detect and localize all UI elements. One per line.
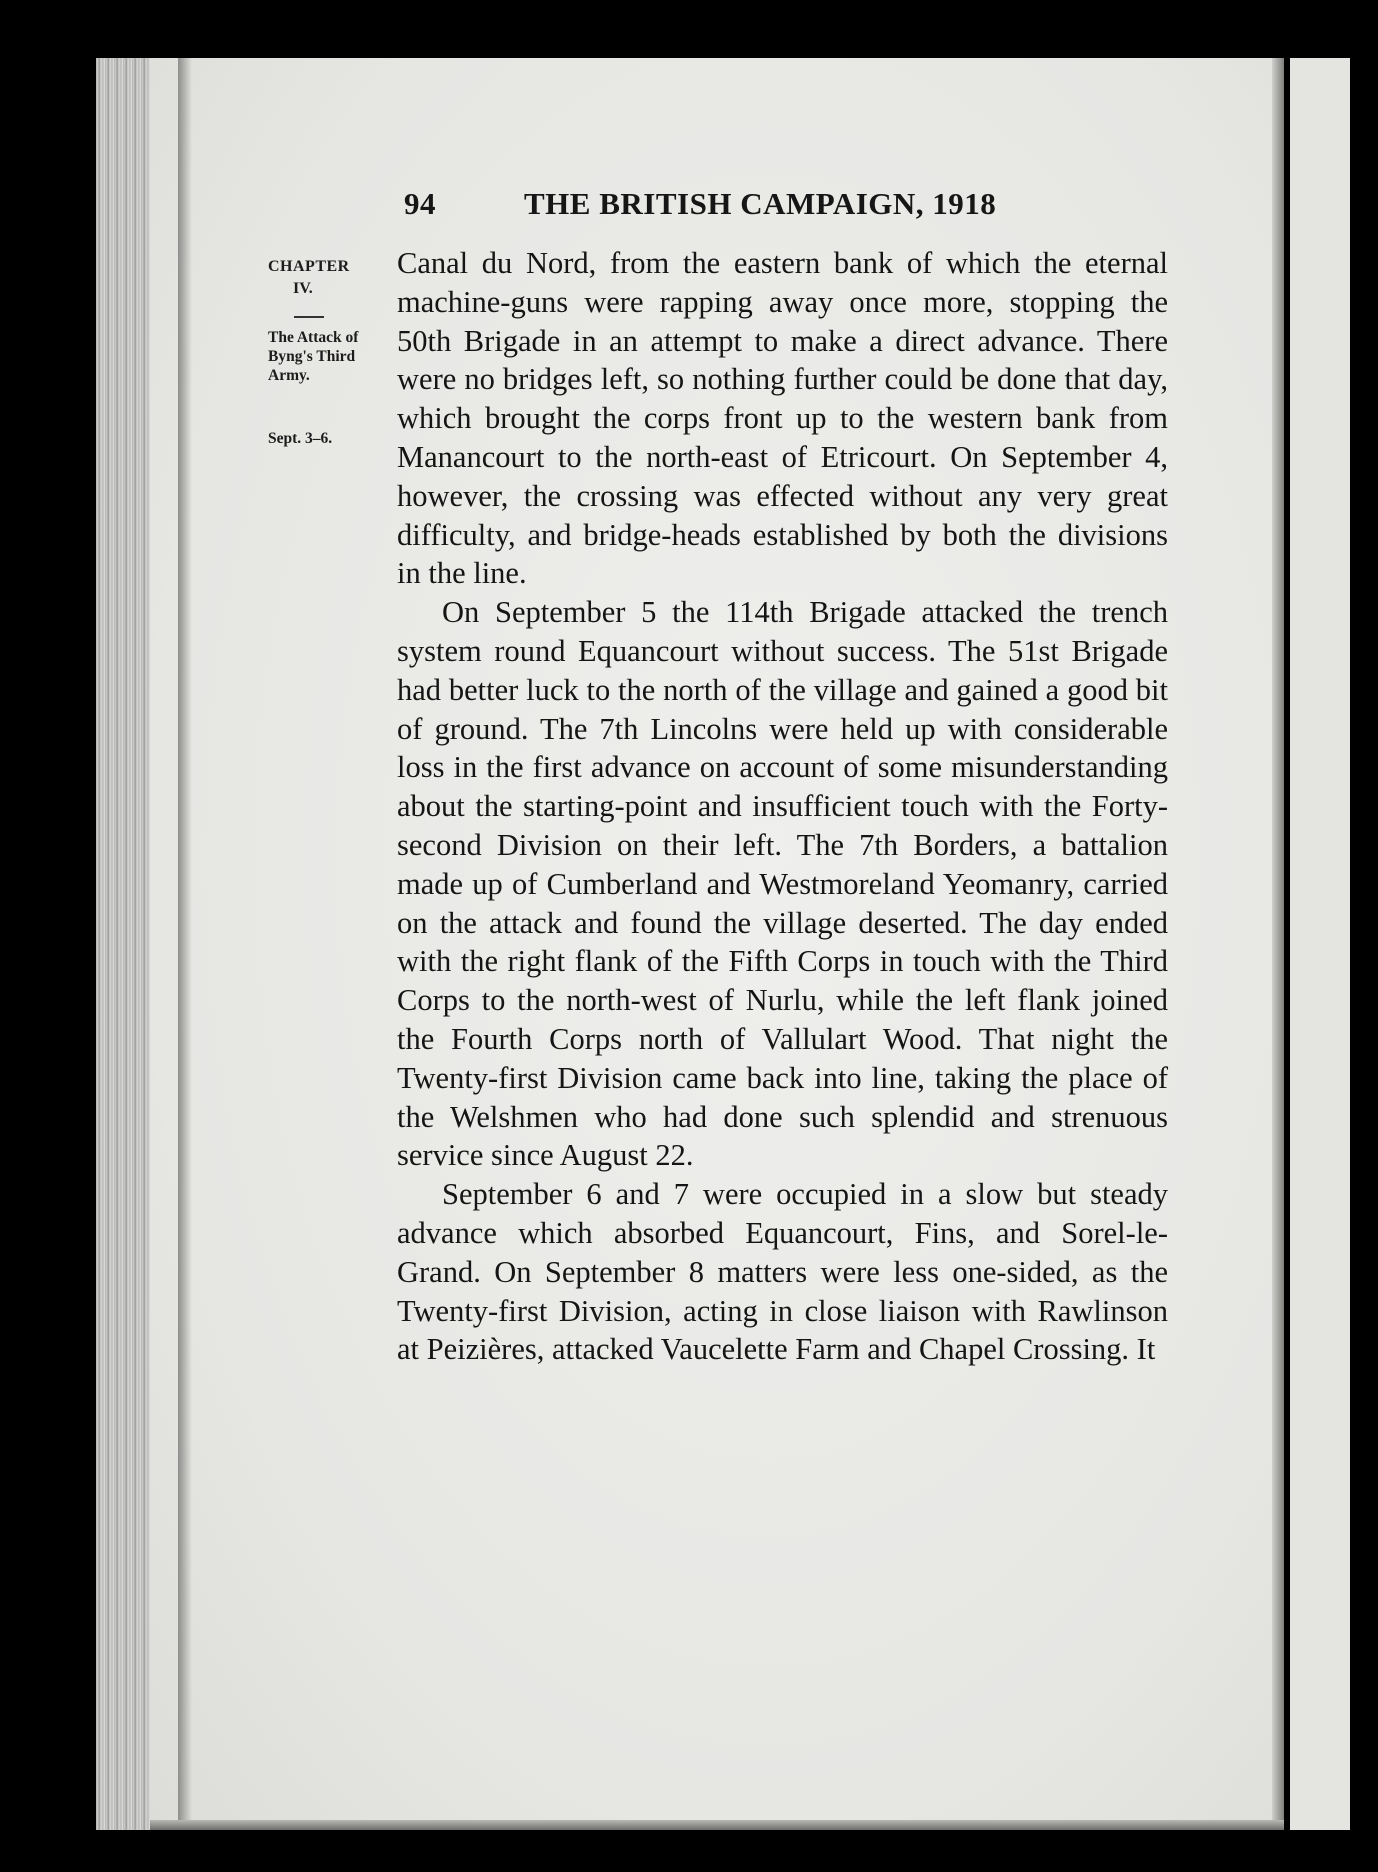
section-side-note: The Attack of Byng's Third Army. [268, 329, 359, 384]
date-side-note: Sept. 3–6. [268, 430, 333, 447]
running-header [390, 186, 1170, 232]
chapter-number: IV. [293, 280, 313, 297]
chapter-rule [294, 316, 324, 318]
running-title: THE BRITISH CAMPAIGN, 1918 [524, 186, 997, 221]
paragraph-3: September 6 and 7 were occupied in a slow but steady advance which absorbed Equancourt, Fins, and Sorel-le-Grand. On September 8 matters were less one-sided, as the Twenty-first Division, acting in close liaison with Rawlinson at Peizières, attacked Vaucelette Farm and Chapel Crossing. It [397, 1177, 1168, 1367]
page-edge [1272, 58, 1284, 1830]
gutter-shadow [178, 58, 192, 1830]
chapter-label: CHAPTER [268, 258, 350, 275]
opposite-page-edge [1290, 58, 1350, 1830]
paragraph-1: Canal du Nord, from the eastern bank of which the eternal machine-guns were rapping away once more, stopping the 50th Brigade in an attempt to make a direct advance. There were no bridges left, so nothing further could be done that day, which brought the corps front up to the western bank from Manancourt to the north-east of Etricourt. On September 4, however, the crossing was effected without any very great difficulty, and bridge-heads established by both the divisions in the line. [397, 246, 1168, 591]
body-text [397, 244, 1168, 1369]
page-bottom-edge [150, 1820, 1284, 1830]
page-number: 94 [404, 186, 436, 221]
paragraph-2: On September 5 the 114th Brigade attacked the trench system round Equancourt without success. The 51st Brigade had better luck to the north of the village and gained a good bit of ground. The 7th Lincolns were held up with considerable loss in the first advance on account of some misunderstanding about the starting-point and insufficient touch with the Forty-second Division on their left. The 7th Borders, a battalion made up of Cumberland and Westmoreland Yeomanry, carried on the attack and found the village deserted. The day ended with the right flank of the Fifth Corps in touch with the Third Corps to the north-west of Nurlu, while the left flank joined the Fourth Corps north of Vallulart Wood. That night the Twenty-first Division came back into line, taking the place of the Welshmen who had done such splendid and strenuous service since August 22. [397, 595, 1168, 1173]
